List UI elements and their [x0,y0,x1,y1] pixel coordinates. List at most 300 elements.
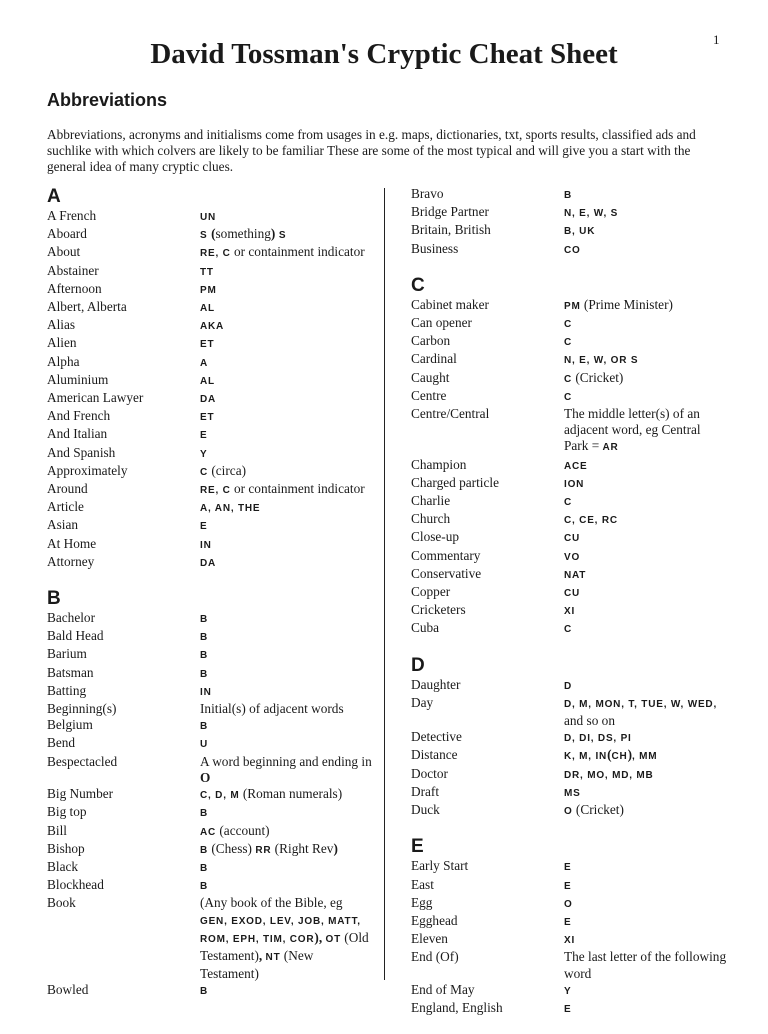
entry-definition [200,481,377,499]
entry-term: England, English [411,999,503,1015]
glossary-entry [411,204,731,222]
abbreviation: DA [200,394,217,406]
glossary-entry [411,566,731,584]
glossary-entry [411,584,731,602]
abbreviation: C [564,391,573,403]
glossary-entry [411,351,731,369]
entry-term: Alias [47,317,76,333]
letter-group [411,655,731,821]
definition-text: The middle letter(s) of an adjacent word, eg Central Park = [564,406,701,454]
entry-definition [564,620,731,638]
abbreviation: B [200,668,209,680]
entry-definition [564,406,731,457]
definition-text: The last letter of the following word [564,949,727,981]
glossary-entry [411,315,731,333]
entry-definition [564,333,731,351]
entry-definition [200,804,377,822]
entry-term: Approximately [47,462,128,478]
entry-term: Alien [47,335,77,351]
entry-term: Bill [47,822,67,838]
entry-term: End (Of) [411,949,459,965]
abbreviation: DR, MO, MD, MB [564,769,654,781]
glossary-entry [411,333,731,351]
glossary-entry [411,457,731,475]
abbreviation: B, UK [564,226,596,238]
definition-text: (Roman numerals) [239,786,343,802]
glossary-entry [411,1000,731,1018]
abbreviation: O [564,898,573,910]
entry-term: Asian [47,517,79,533]
definition-text: (Prime Minister) [580,296,673,312]
abbreviation: B [200,862,209,874]
entry-term: And Spanish [47,444,116,460]
entry-term: Copper [411,584,451,600]
abbreviation: CH [611,751,628,763]
entry-definition [200,463,377,481]
entry-term: Day [411,694,434,710]
definition-text: ), [314,929,326,945]
glossary-entry [411,388,731,406]
abbreviation: NAT [564,569,587,581]
letter-heading: B [47,588,61,610]
entry-definition [200,226,377,244]
glossary-entry [411,784,731,802]
glossary-entry [47,372,377,390]
entry-term: Albert, Alberta [47,299,127,315]
entry-term: Draft [411,783,440,799]
abbreviation: A, AN, THE [200,503,261,515]
abbreviation: C [200,466,209,478]
entry-term: Around [47,481,88,497]
abbreviation: D, DI, DS, PI [564,733,632,745]
entry-definition [200,628,377,646]
abbreviation: C [564,624,573,636]
entry-definition [564,766,731,784]
definition-text: A word beginning and ending in [200,753,372,769]
entry-term: Duck [411,802,440,818]
glossary-entry [411,241,731,259]
glossary-entry [411,475,731,493]
glossary-entry [47,281,377,299]
glossary-entry [47,841,377,859]
entry-definition [200,445,377,463]
definition-text: or containment indicator [230,481,365,497]
abbreviation: B [200,844,209,856]
entry-term: Conservative [411,565,482,581]
entry-definition [564,602,731,620]
entry-definition [200,335,377,353]
entry-term: And French [47,408,111,424]
entry-term: Egghead [411,912,458,928]
section-heading: Abbreviations [47,90,168,110]
entry-definition [200,786,377,804]
abbreviation: IN [200,539,212,551]
glossary-entry [47,610,377,628]
definition-text: ( [211,226,216,242]
definition-text: (Cricket) [572,369,624,385]
glossary-entry [47,877,377,895]
entry-term: About [47,244,81,260]
entry-term: Aluminium [47,371,109,387]
glossary-entry [411,766,731,784]
abbreviation: DA [200,557,217,569]
definition-text: Initial(s) of adjacent words [200,701,344,717]
glossary-entry [47,426,377,444]
abbreviation: MS [564,787,581,799]
abbreviation: C, CE, RC [564,515,618,527]
glossary-entry [47,263,377,281]
definition-text: and so on [564,713,615,729]
entry-definition [564,858,731,876]
abbreviation: C [564,337,573,349]
letter-heading: A [47,186,61,207]
abbreviation: A [200,357,209,369]
entry-definition [564,529,731,547]
entry-definition [200,982,377,1000]
entry-term: Bald Head [47,628,104,644]
abbreviation: PM [200,284,217,296]
abbreviation: RE, C [200,248,231,260]
definition-text: Right Rev [279,840,334,856]
glossary-entry [411,695,731,729]
right-column [411,186,731,1034]
entry-term: Cricketers [411,602,466,618]
glossary-entry [411,548,731,566]
entry-definition [564,388,731,406]
entry-term: Cardinal [411,351,457,367]
abbreviation: B [564,190,573,201]
entry-term: And Italian [47,426,108,442]
abbreviation: GEN, EXOD, LEV, JOB, MATT, ROM, EPH, TIM, COR [200,915,361,945]
entry-definition [564,511,731,529]
abbreviation: NT [265,951,281,963]
abbreviation: AR [602,442,619,454]
glossary-entry [47,390,377,408]
definition-text: (Chess) [208,840,256,856]
glossary-entry [411,677,731,695]
entry-definition [564,695,731,729]
abbreviation: C [564,319,573,331]
entry-term: Belgium [47,717,93,733]
entry-term: Church [411,511,451,527]
abbreviation: AKA [200,321,225,333]
entry-definition [564,584,731,602]
glossary-entry [47,646,377,664]
entry-definition [564,677,731,695]
entry-term: Batsman [47,664,94,680]
entry-definition [200,717,377,735]
glossary-entry [411,529,731,547]
abbreviation: N, E, W, S [564,208,619,220]
entry-term: Abstainer [47,262,99,278]
page-title: David Tossman's Cryptic Cheat Sheet [150,38,618,70]
entry-definition [200,735,377,753]
entry-term: Charged particle [411,474,499,490]
definition-text: O [200,769,211,785]
entry-definition [200,372,377,390]
entry-definition [200,877,377,895]
glossary-entry [411,620,731,638]
glossary-entry [47,804,377,822]
entry-term: Distance [411,747,458,763]
entry-term: Bishop [47,840,85,856]
left-column [47,186,377,1017]
glossary-entry [47,717,377,735]
entry-term: Commentary [411,547,481,563]
entry-term: American Lawyer [47,390,144,406]
entry-definition [564,913,731,931]
glossary-entry [411,370,731,388]
glossary-entry [47,628,377,646]
abbreviation: B [200,721,209,733]
abbreviation: Y [564,985,572,997]
entry-definition [200,517,377,535]
entry-term: Britain, British [411,222,491,238]
entry-term: Doctor [411,765,448,781]
abbreviation: S [275,230,287,242]
entry-definition [200,701,377,717]
letter-group [411,275,731,639]
entry-term: Centre [411,387,447,403]
abbreviation: E [564,916,572,928]
entry-definition [200,823,377,841]
entry-term: Bravo [411,186,444,201]
glossary-entry [47,786,377,804]
glossary-entry [47,554,377,572]
entry-definition [564,877,731,895]
abbreviation: B [200,808,209,820]
glossary-entry [411,297,731,315]
entry-definition [564,982,731,1000]
definition-text: (Old Testament) [200,929,369,963]
glossary-entry [411,982,731,1000]
entry-definition [200,754,377,786]
entry-definition [564,548,731,566]
definition-text: , [258,947,263,963]
abbreviation: B [200,614,209,626]
abbreviation: XI [564,935,576,947]
abbreviation: AL [200,303,215,315]
entry-term: Attorney [47,553,95,569]
abbreviation: ION [564,478,585,490]
abbreviation: VO [564,551,581,563]
entry-definition [564,186,731,204]
abbreviation: B [200,632,209,644]
entry-term: Barium [47,646,87,662]
entry-definition [200,683,377,701]
definition-text: ) [270,226,276,242]
entry-definition [564,204,731,222]
entry-term: Cuba [411,620,440,636]
abbreviation: RR [255,844,272,856]
abbreviation: E [564,1003,572,1015]
entry-definition [564,747,731,765]
entry-term: Aboard [47,226,87,242]
glossary-entry [47,517,377,535]
entry-definition [564,729,731,747]
entry-term: Big Number [47,786,114,802]
entry-term: Blockhead [47,877,104,893]
glossary-entry [47,701,377,717]
abbreviation: S [200,230,212,242]
abbreviation: B [200,986,209,998]
entry-term: Alpha [47,353,80,369]
entry-definition [200,895,377,982]
glossary-entry [47,665,377,683]
glossary-entry [47,317,377,335]
entry-term: Close-up [411,529,460,545]
entry-definition [564,931,731,949]
entry-definition [200,263,377,281]
abbreviation: C, D, M [200,790,240,802]
definition-text: (Any book of the Bible, eg [200,895,343,911]
abbreviation: RE, C [200,485,231,497]
definition-text: (Cricket) [572,802,624,818]
glossary-entry [47,536,377,554]
abbreviation: UN [200,212,217,223]
entry-definition [564,895,731,913]
letter-group [47,186,377,572]
entry-term: Bespectacled [47,753,118,769]
definition-text: or containment indicator [230,244,365,260]
entry-definition [200,408,377,426]
abbreviation: O [564,806,573,818]
definition-text: ) [627,747,632,763]
entry-definition [564,315,731,333]
entry-definition [200,390,377,408]
entry-term: At Home [47,535,97,551]
glossary-entry [47,823,377,841]
entry-term: Article [47,499,84,515]
glossary-entry [47,499,377,517]
entry-definition [564,949,731,981]
entry-term: Centre/Central [411,406,490,422]
abbreviation: , MM [632,751,658,763]
letter-heading: D [411,654,425,676]
entry-term: Champion [411,456,467,472]
abbreviation: CU [564,533,581,545]
abbreviation: AL [200,375,215,387]
glossary-entry [411,493,731,511]
letter-heading: E [411,836,424,858]
entry-term: Big top [47,804,87,820]
entry-term: Eleven [411,931,448,947]
entry-definition [200,610,377,628]
glossary-entry [47,481,377,499]
letter-group [411,836,731,1018]
abbreviation: D [564,680,573,692]
abbreviation: D, M, MON, T, TUE, W, WED, [564,698,718,710]
definition-text: (New Testament) [200,947,314,982]
page-number: 1 [713,32,720,47]
entry-definition [200,859,377,877]
entry-term: Caught [411,369,450,385]
definition-text: something [215,226,271,242]
glossary-entry [47,299,377,317]
entry-term: Early Start [411,858,469,874]
glossary-entry [411,222,731,240]
letter-group [47,588,377,1000]
abbreviation: C [564,373,573,385]
glossary-entry [411,602,731,620]
definition-text: ( [271,840,280,856]
glossary-entry [411,729,731,747]
entry-definition [200,499,377,517]
glossary-entry [411,802,731,820]
entry-term: East [411,876,434,892]
entry-term: Bridge Partner [411,204,489,220]
entry-term: Can opener [411,315,472,331]
entry-definition [200,281,377,299]
glossary-entry [47,445,377,463]
entry-term: Charlie [411,493,451,509]
abbreviation: ET [200,412,215,424]
column-divider [384,188,385,980]
entry-definition [564,222,731,240]
entry-term: A French [47,208,97,223]
letter-heading: C [411,274,425,296]
abbreviation: TT [200,266,214,278]
entry-definition [200,665,377,683]
abbreviation: C [564,497,573,509]
glossary-entry [411,913,731,931]
entry-definition [564,493,731,511]
abbreviation: U [200,739,209,751]
glossary-entry [47,754,377,786]
glossary-entry [411,931,731,949]
abbreviation: E [200,430,208,442]
abbreviation: AC [200,826,217,838]
entry-definition [200,426,377,444]
glossary-entry [411,949,731,981]
entry-term: Business [411,240,459,256]
glossary-entry [47,354,377,372]
abbreviation: B [200,881,209,893]
abbreviation: Y [200,448,208,460]
abbreviation: E [564,862,572,874]
entry-definition [200,208,377,226]
entry-definition [200,841,377,859]
entry-term: Carbon [411,333,451,349]
abbreviation: K, M, IN [564,751,608,763]
entry-definition [564,241,731,259]
entry-definition [564,784,731,802]
entry-definition [564,802,731,820]
entry-definition [564,475,731,493]
glossary-entry [47,244,377,262]
entry-definition [200,536,377,554]
entry-term: Afternoon [47,280,102,296]
definition-text: ( [607,747,612,763]
abbreviation: N, E, W, OR S [564,355,639,367]
glossary-entry [47,463,377,481]
glossary-entry [47,683,377,701]
definition-text: (circa) [208,462,247,478]
entry-definition [564,351,731,369]
entry-definition [564,297,731,315]
entry-definition [200,354,377,372]
glossary-entry [47,226,377,244]
entry-definition [200,554,377,572]
glossary-entry [47,408,377,426]
entry-definition [564,1000,731,1018]
glossary-entry [411,511,731,529]
abbreviation: XI [564,606,576,618]
glossary-entry [47,859,377,877]
glossary-entry [47,335,377,353]
glossary-entry [411,406,731,457]
entry-term: Black [47,858,79,874]
